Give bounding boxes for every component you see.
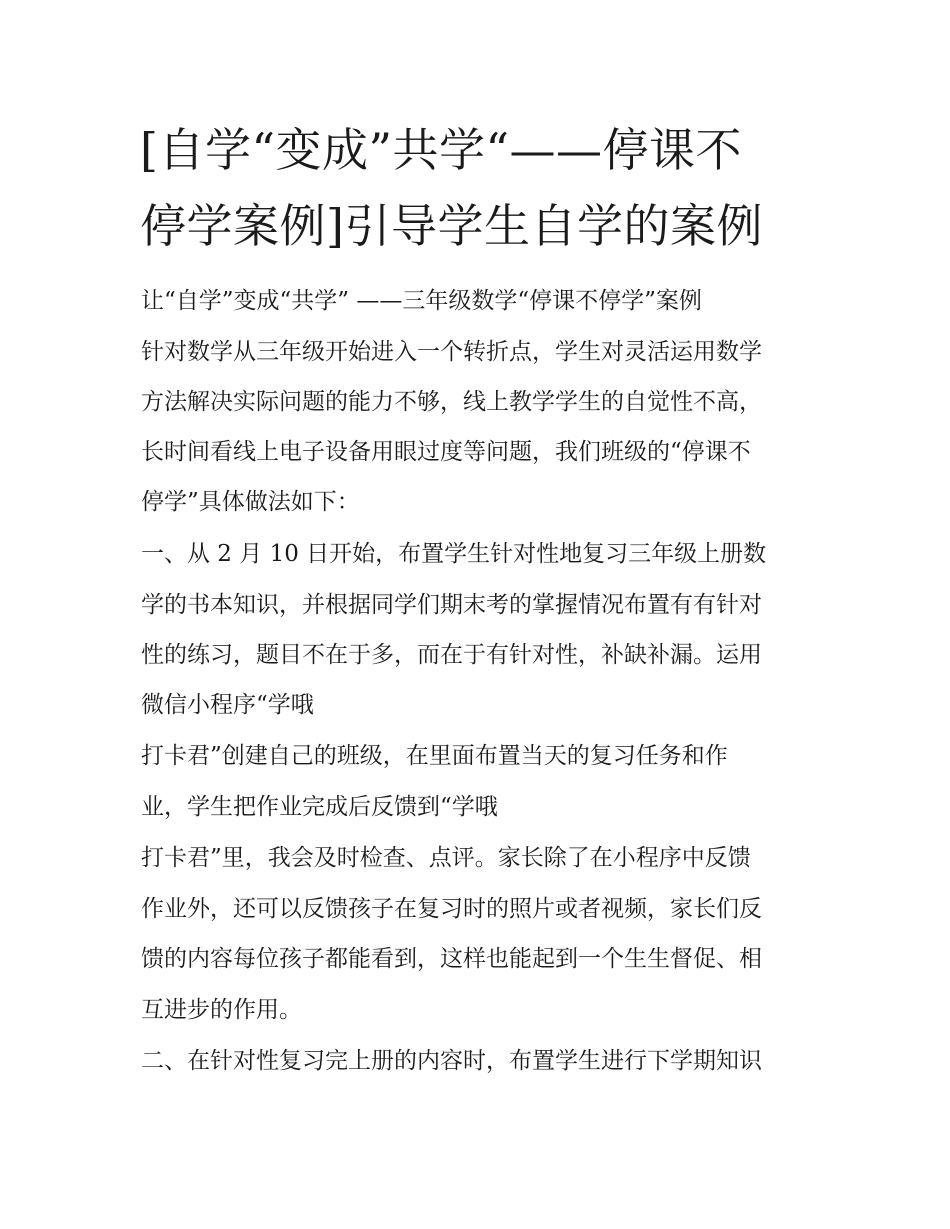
body-line: 方法解决实际问题的能力不够，线上教学学生的自觉性不高，: [141, 389, 762, 415]
body-line: 业，学生把作业完成后反馈到“学哦: [141, 794, 498, 820]
body-line: 微信小程序“学哦: [141, 692, 314, 718]
body-line: 学的书本知识，并根据同学们期末考的掌握情况布置有有针对: [141, 592, 762, 618]
body-line: 馈的内容每位孩子都能看到，这样也能起到一个生生督促、相: [141, 946, 762, 972]
body-line: 一、从 2 月 10 日开始，布置学生针对性地复习三年级上册数: [141, 541, 767, 567]
body-line: 性的练习，题目不在于多，而在于有针对性，补缺补漏。运用: [141, 642, 762, 668]
document-title: [140, 112, 830, 264]
body-line: 打卡君”里，我会及时检查、点评。家长除了在小程序中反馈: [141, 845, 751, 871]
body-line: 二、在针对性复习完上册的内容时，布置学生进行下学期知识: [141, 1048, 762, 1074]
body-line: 针对数学从三年级开始进入一个转折点，学生对灵活运用数学: [141, 339, 762, 365]
title-line-1: [自学“变成”共学“——停课不: [140, 123, 742, 177]
title-line-2: 停学案例]引导学生自学的案例: [140, 199, 763, 253]
body-line: 长时间看线上电子设备用眼过度等问题，我们班级的“停课不: [141, 439, 751, 465]
subtitle-line: 让“自学”变成“共学” ——三年级数学“停课不停学”案例: [141, 288, 702, 314]
body-line: 作业外，还可以反馈孩子在复习时的照片或者视频，家长们反: [141, 896, 762, 922]
body-line: 停学”具体做法如下：: [141, 489, 360, 515]
body-line: 打卡君”创建自己的班级，在里面布置当天的复习任务和作: [141, 743, 728, 769]
body-line: 互进步的作用。: [141, 997, 302, 1023]
